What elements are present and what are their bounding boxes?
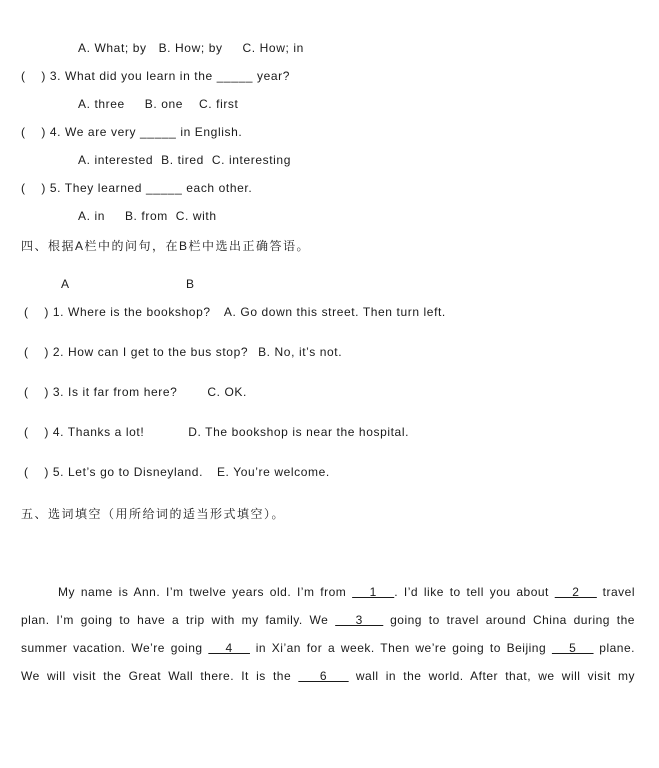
match-item-5 [24,465,330,479]
q4-options [78,153,291,167]
question-5 [21,181,252,195]
answer-paren: ( ) [24,465,49,479]
blank-6: 6 [298,669,349,683]
answer-paren: ( ) [24,425,49,439]
q3-option-a: A. three [78,97,125,111]
match-item-3 [24,385,247,399]
question-3 [21,69,290,83]
q5-option-a: A. in [78,209,106,223]
match-question: 3. Is it far from here? [52,385,178,399]
q2-option-c: C. How; in [242,41,304,55]
match-answer: A. Go down this street. Then turn left. [223,305,446,319]
q3-option-b: B. one [144,97,184,111]
passage-line-1: My name is Ann. I’m twelve years old. I’m from 1 . I’d like to tell you about 2 travel [58,585,636,599]
question-text: 4. We are very _____ in English. [49,125,243,139]
match-item-2 [24,345,342,359]
q2-option-b: B. How; by [158,41,223,55]
q3-options [78,97,238,111]
passage-line-3: summer vacation. We’re going 4 in Xi’an for a week. Then we’re going to Beijing 5 plane. [21,641,635,655]
answer-paren: ( ) [21,69,46,83]
question-text: 5. They learned _____ each other. [49,181,253,195]
match-item-4 [24,425,409,439]
q5-option-c: C. with [175,209,217,223]
answer-paren: ( ) [24,345,49,359]
blank-4: 4 [208,641,250,655]
answer-paren: ( ) [21,125,46,139]
match-question: 2. How can I get to the bus stop? [52,345,249,359]
match-answer: C. OK. [207,385,247,399]
q5-options [78,209,217,223]
blank-3: 3 [335,613,384,627]
passage-line-4: We will visit the Great Wall there. It is the 6 wall in the world. After that, we will visit my [21,669,635,683]
q4-option-a: A. interested [78,153,154,167]
section-4-heading: 四、根据A栏中的问句，在B栏中选出正确答语。 [21,239,311,253]
blank-1: 1 [352,585,395,599]
q2-option-a: A. What; by [78,41,147,55]
answer-paren: ( ) [24,385,49,399]
column-b-label: B [186,277,195,291]
q2-options [78,41,304,55]
q4-option-b: B. tired [161,153,204,167]
q5-option-b: B. from [124,209,168,223]
match-answer: E. You’re welcome. [216,465,330,479]
blank-2: 2 [554,585,597,599]
match-question: 4. Thanks a lot! [52,425,145,439]
answer-paren: ( ) [21,181,46,195]
cloze-passage [21,578,635,690]
q4-option-c: C. interesting [211,153,291,167]
match-answer: D. The bookshop is near the hospital. [188,425,410,439]
answer-paren: ( ) [24,305,49,319]
question-4 [21,125,242,139]
match-item-1 [24,305,446,319]
question-text: 3. What did you learn in the _____ year? [49,69,291,83]
q3-option-c: C. first [199,97,239,111]
section-5-heading: 五、选词填空（用所给词的适当形式填空）。 [21,507,286,521]
passage-line-2: plan. I’m going to have a trip with my family. We 3 going to travel around China during the [21,613,635,627]
match-question: 1. Where is the bookshop? [52,305,211,319]
column-a-label: A [61,277,70,291]
match-question: 5. Let’s go to Disneyland. [52,465,204,479]
blank-5: 5 [551,641,594,655]
match-answer: B. No, it’s not. [258,345,343,359]
